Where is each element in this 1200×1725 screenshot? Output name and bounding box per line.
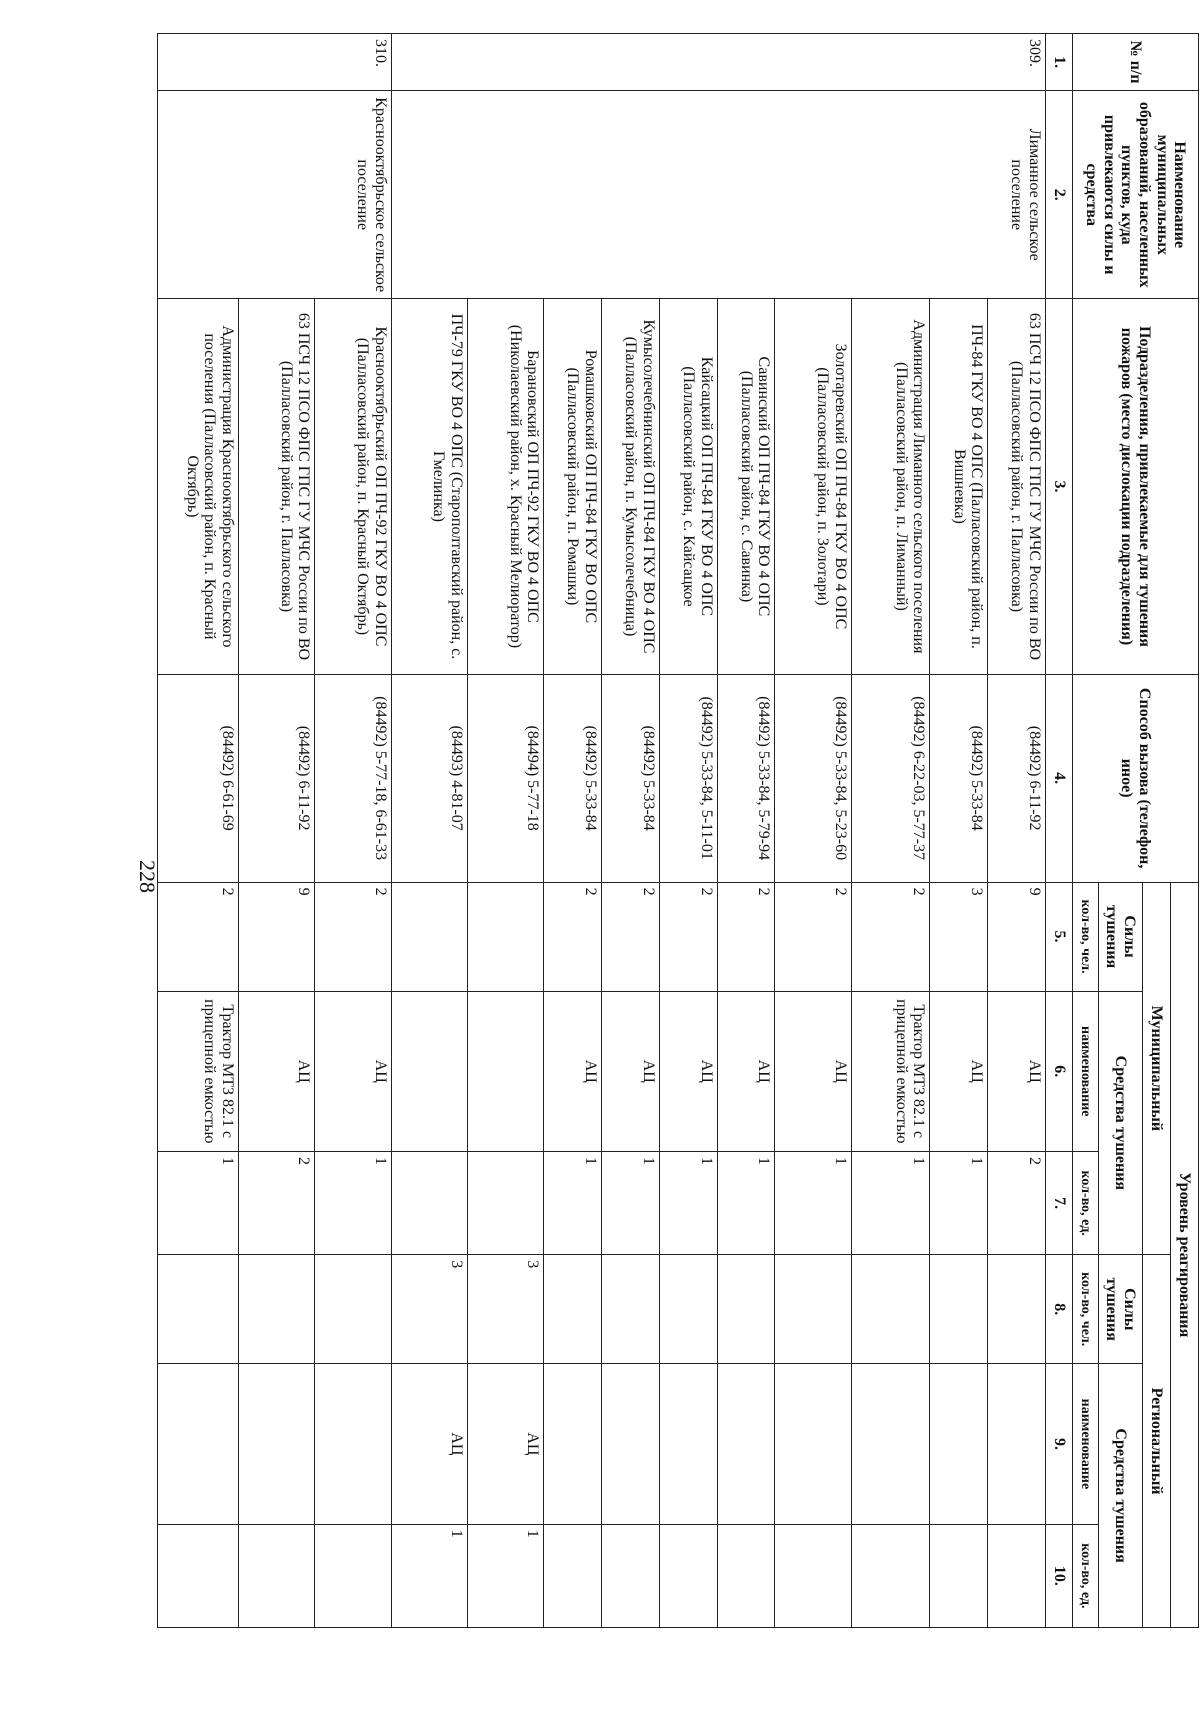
muni-qty-cell: 1 [315,1152,391,1255]
unit-cell: 63 ПСЧ 12 ПСО ФПС ГПС ГУ МЧС России по ВО (Палласовский район, г. Палласовка) [988,299,1046,675]
reg-qty-cell [659,1524,717,1627]
muni-people-cell: 9 [238,882,314,991]
reg-name-cell [238,1364,314,1525]
phone-cell: (84492) 6-11-92 [988,674,1046,882]
muni-qty-cell: 1 [930,1152,988,1255]
muni-name-cell: АЦ [238,991,314,1152]
column-number-row [1046,34,1073,1628]
phone-cell: (84492) 6-61-69 [158,674,239,882]
reg-people-cell [544,1255,602,1364]
reg-qty-cell [238,1524,314,1627]
reg-people-cell [315,1255,391,1364]
unit-cell: Кайсацкий ОП ПЧ-84 ГКУ ВО 4 ОПС (Палласовский район, с. Кайсацкое [659,299,717,675]
unit-cell: Краснооктябрьский ОП ПЧ-92 ГКУ ВО 4 ОПС (Палласовский район, п. Красный Октябрь) [315,299,391,675]
header-regional-level: Региональный [1143,1255,1171,1628]
reg-name-cell [158,1364,239,1525]
col-number: 3. [1046,299,1073,675]
reg-qty-cell [602,1524,660,1627]
row-number-cell: 310. [158,34,392,91]
muni-people-cell: 2 [315,882,391,991]
muni-name-cell: АЦ [775,991,851,1152]
header-level: Уровень реагирования [1171,882,1199,1627]
header-name-reg: наименование [1073,1364,1099,1525]
muni-qty-cell [467,1152,543,1255]
header-forces-reg: Силы тушения [1099,1255,1143,1364]
col-number: 7. [1046,1152,1073,1255]
muni-name-cell: АЦ [544,991,602,1152]
reg-qty-cell [930,1524,988,1627]
reg-people-cell [775,1255,851,1364]
muni-name-cell: АЦ [602,991,660,1152]
muni-name-cell [467,991,543,1152]
header-means-muni: Средства тушения [1099,991,1143,1255]
muni-qty-cell: 1 [851,1152,930,1255]
reg-name-cell [717,1364,775,1525]
muni-qty-cell: 1 [544,1152,602,1255]
header-qty-people-reg: кол-во, чел. [1073,1255,1099,1364]
header-forces-muni: Силы тушения [1099,882,1143,991]
phone-cell: (84492) 6-11-92 [238,674,314,882]
muni-qty-cell: 1 [659,1152,717,1255]
municipality-cell: Лиманное сельское поселение [391,91,1045,299]
muni-qty-cell: 1 [775,1152,851,1255]
muni-people-cell: 9 [988,882,1046,991]
header-name-muni: наименование [1073,991,1099,1152]
muni-people-cell [467,882,543,991]
reg-qty-cell: 1 [391,1524,467,1627]
header-call: Способ вызова (телефон, иное) [1073,674,1199,882]
header-means-reg: Средства тушения [1099,1364,1143,1628]
muni-name-cell: АЦ [988,991,1046,1152]
muni-name-cell: АЦ [315,991,391,1152]
header-units: Подразделения, привлекаемые для тушения пожаров (место дислокации подразделения) [1073,299,1199,675]
page-number: 228 [135,860,160,893]
reg-people-cell: 3 [391,1255,467,1364]
muni-people-cell: 3 [930,882,988,991]
reg-name-cell [851,1364,930,1525]
col-number: 8. [1046,1255,1073,1364]
muni-people-cell: 2 [602,882,660,991]
reg-people-cell [930,1255,988,1364]
phone-cell: (84492) 5-33-84, 5-11-01 [659,674,717,882]
reg-qty-cell [988,1524,1046,1627]
forces-table [157,33,1199,1628]
muni-people-cell: 2 [158,882,239,991]
unit-cell: ПЧ-79 ГКУ ВО 4 ОПС (Старополтавский район, с. Гмелинка) [391,299,467,675]
unit-cell: Администрация Краснооктябрьского сельского поселения (Палласовский район, п. Красный Октябрь) [158,299,239,675]
reg-people-cell [602,1255,660,1364]
muni-qty-cell: 2 [238,1152,314,1255]
reg-people-cell [988,1255,1046,1364]
phone-cell: (84492) 5-33-84 [602,674,660,882]
unit-cell: ПЧ-84 ГКУ ВО 4 ОПС (Палласовский район, п. Вишневка) [930,299,988,675]
phone-cell: (84492) 5-33-84, 5-23-60 [775,674,851,882]
col-number: 6. [1046,991,1073,1152]
header-qty-units-muni: кол-во, ед. [1073,1152,1099,1255]
reg-qty-cell [544,1524,602,1627]
col-number: 9. [1046,1364,1073,1525]
reg-name-cell [775,1364,851,1525]
reg-name-cell [544,1364,602,1525]
muni-people-cell: 2 [659,882,717,991]
col-number: 5. [1046,882,1073,991]
muni-people-cell: 2 [544,882,602,991]
phone-cell: (84492) 5-77-18, 6-61-33 [315,674,391,882]
phone-cell: (84492) 5-33-84 [544,674,602,882]
phone-cell: (84494) 5-77-18 [467,674,543,882]
muni-qty-cell: 2 [988,1152,1046,1255]
unit-cell: Администрация Лиманного сельского поселения (Палласовский район, п. Лиманный) [851,299,930,675]
reg-people-cell [659,1255,717,1364]
reg-people-cell: 3 [467,1255,543,1364]
reg-people-cell [717,1255,775,1364]
muni-name-cell: Трактор МТЗ 82.1 с прицепной емкостью [158,991,239,1152]
reg-qty-cell [775,1524,851,1627]
phone-cell: (84492) 5-33-84 [930,674,988,882]
table-row [315,34,391,1628]
muni-name-cell [391,991,467,1152]
reg-people-cell [158,1255,239,1364]
reg-name-cell: АЦ [391,1364,467,1525]
muni-qty-cell: 1 [158,1152,239,1255]
document-table-container [157,33,1199,1628]
header-municipal-level: Муниципальный [1143,882,1171,1255]
muni-qty-cell: 1 [602,1152,660,1255]
muni-people-cell: 2 [717,882,775,991]
phone-cell: (84492) 5-33-84, 5-79-94 [717,674,775,882]
reg-qty-cell: 1 [467,1524,543,1627]
muni-name-cell: АЦ [930,991,988,1152]
col-number: 10. [1046,1524,1073,1627]
table-row [988,34,1046,1628]
header-qty-people-muni: кол-во, чел. [1073,882,1099,991]
unit-cell: Барановский ОП ПЧ-92 ГКУ ВО 4 ОПС (Николаевский район, х. Красный Мелиоратор) [467,299,543,675]
reg-qty-cell [315,1524,391,1627]
reg-name-cell [930,1364,988,1525]
muni-name-cell: АЦ [659,991,717,1152]
muni-people-cell: 2 [851,882,930,991]
header-qty-units-reg: кол-во, ед. [1073,1524,1099,1627]
phone-cell: (84493) 4-81-07 [391,674,467,882]
muni-name-cell: АЦ [717,991,775,1152]
reg-people-cell [238,1255,314,1364]
reg-qty-cell [717,1524,775,1627]
reg-people-cell [851,1255,930,1364]
unit-cell: Ромашковский ОП ПЧ-84 ГКУ ВО ОПС (Палласовский район, п. Ромашки) [544,299,602,675]
reg-name-cell [315,1364,391,1525]
unit-cell: Кумысолечебнинский ОП ПЧ-84 ГКУ ВО 4 ОПС (Палласовский район, п. Кумысолечебница) [602,299,660,675]
header-num: № п/п [1073,34,1199,91]
reg-name-cell [659,1364,717,1525]
unit-cell: Савинский ОП ПЧ-84 ГКУ ВО 4 ОПС (Палласовский район, с. Савинка) [717,299,775,675]
reg-name-cell [602,1364,660,1525]
municipality-cell: Краснооктябрьское сельское поселение [158,91,392,299]
muni-people-cell [391,882,467,991]
muni-qty-cell: 1 [717,1152,775,1255]
phone-cell: (84492) 6-22-03, 5-77-37 [851,674,930,882]
col-number: 1. [1046,34,1073,91]
header-municipal: Наименование муниципальных образований, населенных пунктов, куда привлекаются силы и средства [1073,91,1199,299]
reg-qty-cell [158,1524,239,1627]
unit-cell: Золотаревский ОП ПЧ-84 ГКУ ВО 4 ОПС (Палласовский район, п. Золотари) [775,299,851,675]
reg-name-cell: АЦ [467,1364,543,1525]
reg-name-cell [988,1364,1046,1525]
reg-qty-cell [851,1524,930,1627]
muni-people-cell: 2 [775,882,851,991]
col-number: 4. [1046,674,1073,882]
unit-cell: 63 ПСЧ 12 ПСО ФПС ГПС ГУ МЧС России по ВО (Палласовский район, г. Палласовка) [238,299,314,675]
row-number-cell: 309. [391,34,1045,91]
table-body [158,34,1046,1628]
table-header [1046,34,1199,1628]
col-number: 2. [1046,91,1073,299]
muni-qty-cell [391,1152,467,1255]
muni-name-cell: Трактор МТЗ 82.1 с прицепной емкостью [851,991,930,1152]
